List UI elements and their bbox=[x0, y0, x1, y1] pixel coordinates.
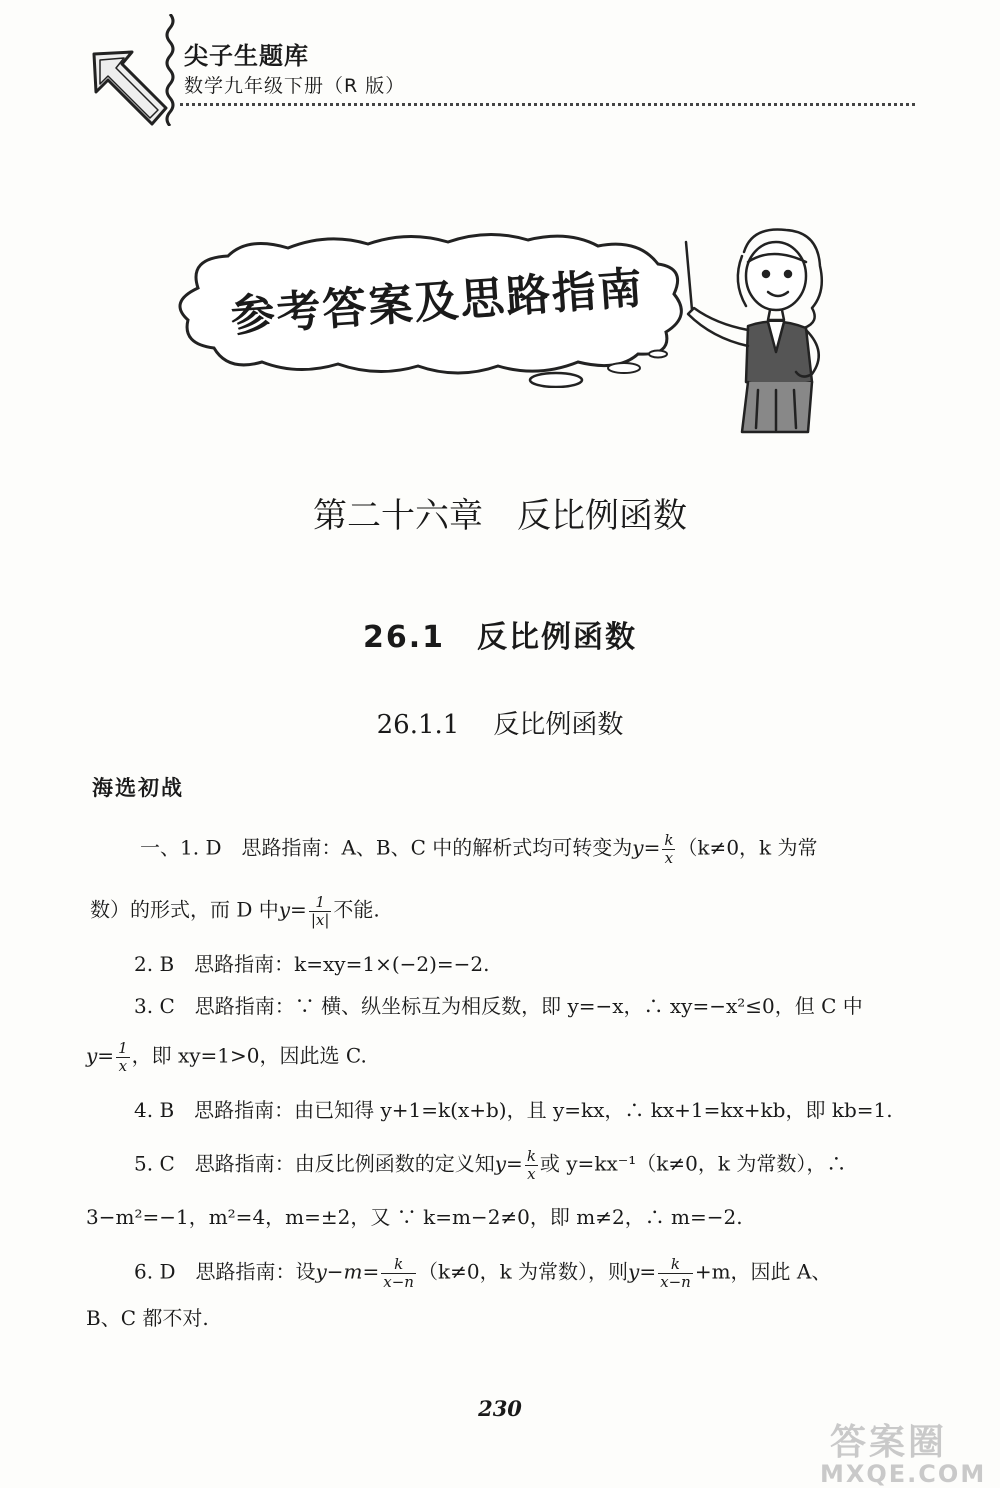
answer-q1-line1: 一、1. D 思路指南：A、B、C 中的解析式均可转变为y= $\frac{k}{x}$ （k≠0，k 为常 bbox=[140, 831, 818, 867]
answer-q2: 2. B 思路指南：k=xy=1×(−2)=−2. bbox=[134, 952, 490, 976]
subsection-name: 反比例函数 bbox=[493, 710, 624, 740]
teacher-illustration bbox=[672, 222, 832, 442]
answer-q5-line1: 5. C 思路指南：由反比例函数的定义知y= $\frac{k}{x}$ 或 y=kx⁻¹（k≠0，k 为常数），∴ bbox=[134, 1147, 847, 1183]
fraction: $\frac{1}{x}$ bbox=[118, 1039, 128, 1075]
banner-title: 参考答案及思路指南 bbox=[229, 262, 646, 343]
fraction: $\frac{k}{x-n}$ bbox=[383, 1255, 414, 1291]
watermark-logo: 答案圈 bbox=[830, 1422, 948, 1463]
watermark-url: MXQE.COM bbox=[820, 1460, 987, 1488]
answer-q4: 4. B 思路指南：由已知得 y+1=k(x+b)，且 y=kx，∴ kx+1=kx+kb，即 kb=1. bbox=[134, 1098, 893, 1122]
subsection-number: 26.1.1 bbox=[376, 710, 460, 740]
chapter-title: 第二十六章 反比例函数 bbox=[313, 496, 687, 536]
book-title: 尖子生题库 bbox=[184, 42, 309, 70]
book-subtitle: 数学九年级下册（R 版） bbox=[184, 75, 406, 97]
answer-q5-line2: 3−m²=−1，m²=4，m=±2，又 ∵ k=m−2≠0，即 m≠2，∴ m=−2. bbox=[86, 1205, 743, 1229]
fraction: $\frac{k}{x}$ bbox=[664, 831, 674, 867]
header-dotted-rule bbox=[180, 103, 915, 106]
fraction: $\frac{1}{|x|}$ bbox=[310, 893, 330, 929]
answer-q3-line2: y= $\frac{1}{x}$ ，即 xy=1>0，因此选 C. bbox=[86, 1039, 367, 1075]
wavy-divider bbox=[163, 14, 177, 126]
page-number: 230 bbox=[478, 1396, 522, 1421]
subsection-title bbox=[0, 704, 1000, 741]
arrow-icon bbox=[88, 46, 170, 130]
fraction: $\frac{k}{x}$ bbox=[526, 1147, 536, 1183]
answer-q3-line1: 3. C 思路指南：∵ 横、纵坐标互为相反数，即 y=−x，∴ xy=−x²≤0，但 C 中 bbox=[134, 994, 863, 1018]
section-title: 26.1 反比例函数 bbox=[362, 620, 638, 655]
practice-heading: 海选初战 bbox=[92, 776, 184, 800]
answer-q6-line2: B、C 都不对. bbox=[86, 1306, 209, 1330]
answer-q6-line1: 6. D 思路指南：设y−m= $\frac{k}{x-n}$ （k≠0，k 为常数），则y= $\frac{k}{x-n}$ +m，因此 A、 bbox=[134, 1255, 832, 1291]
fraction: $\frac{k}{x-n}$ bbox=[660, 1255, 691, 1291]
answer-q1-line2: 数）的形式，而 D 中y= $\frac{1}{|x|}$ 不能. bbox=[90, 893, 380, 929]
